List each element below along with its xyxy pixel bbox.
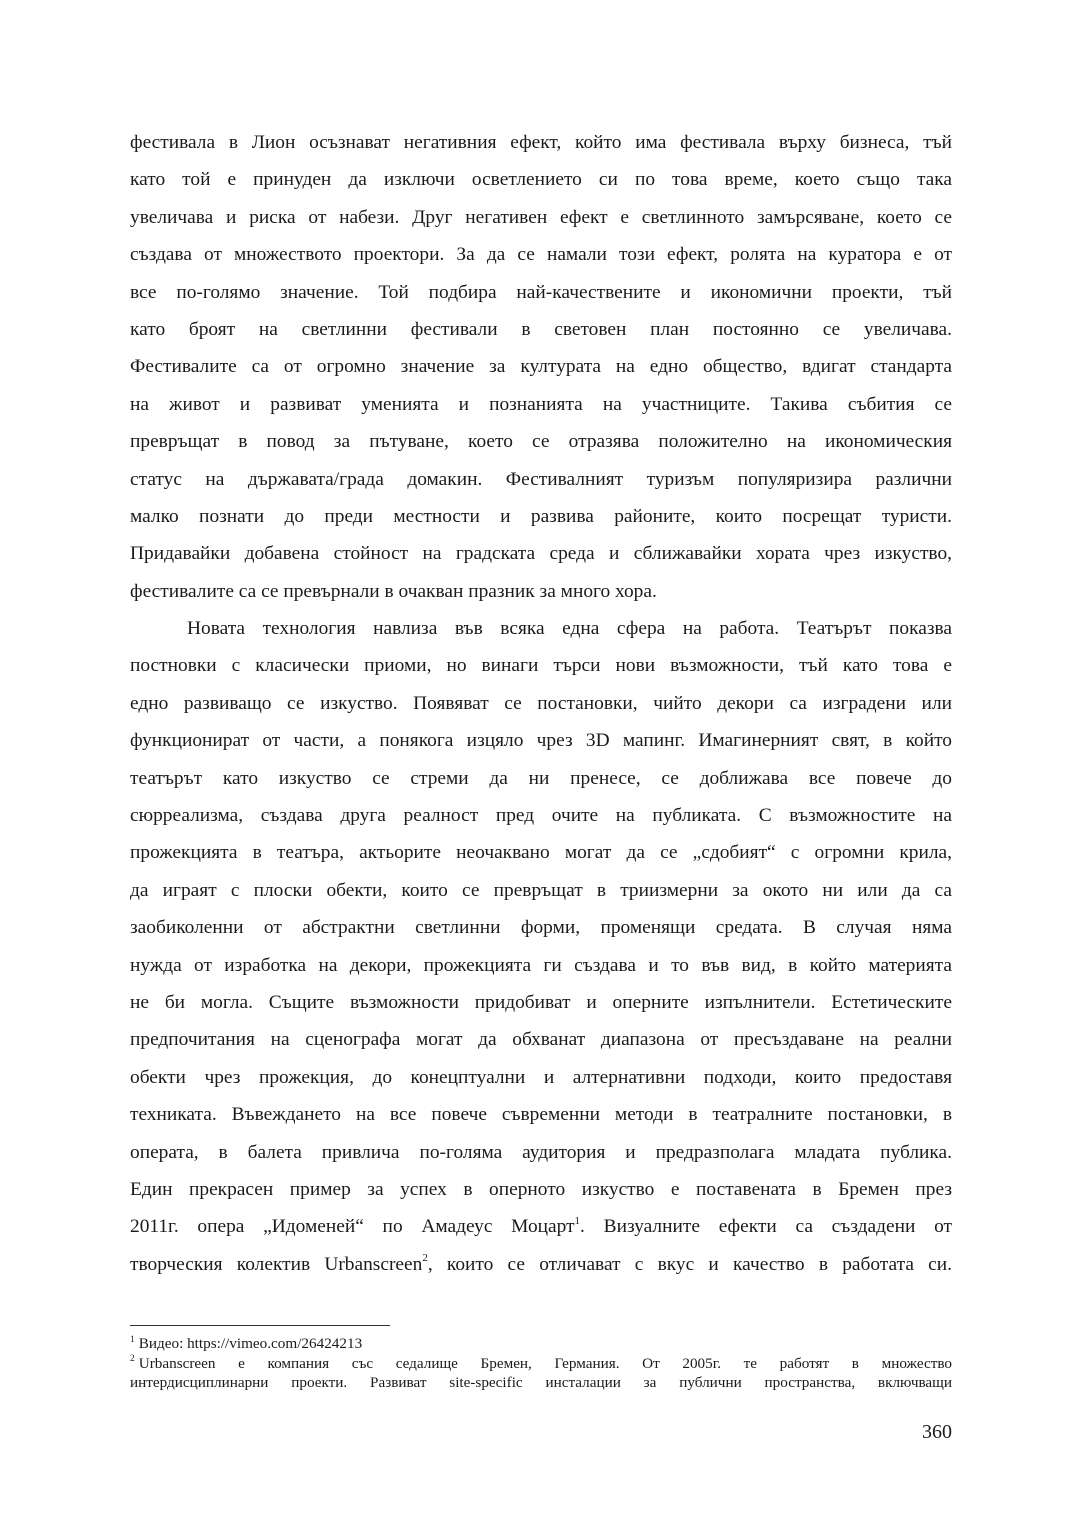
footnote-2 (130, 1354, 952, 1374)
text-line: обекти чрез прожекция, до конецптуални и алтернативни подходи, които предоставя (130, 1066, 952, 1088)
text-line: като той е принуден да изключи осветлението си по това време, което също така (130, 169, 952, 191)
text-fragment: , които се отличават с вкус и качество в работата си. (427, 1253, 952, 1275)
footnotes (130, 1334, 952, 1393)
text-line: създава от множеството проектори. За да се намали този ефект, ролята на куратора е от (130, 244, 952, 266)
text-line: Придавайки добавена стойност на градската среда и сближавайки хората чрез изкуство, (130, 543, 952, 565)
text-line-with-footnote-ref (130, 1208, 952, 1245)
text-fragment: творческия колектив Urbanscreen (130, 1253, 423, 1275)
text-line: сюрреализма, създава друга реалност пред очите на публиката. С възможностите на (130, 805, 952, 827)
text-line: да играят с плоски обекти, които се превръщат в триизмерни за окото ни или да са (130, 879, 952, 901)
text-line: статус на държавата/града домакин. Фестивалният туризъм популяризира различни (130, 468, 952, 490)
text-line: фестивала в Лион осъзнават негативния ефект, който има фестивала върху бизнеса, тъй (130, 132, 952, 153)
footnote-reference[interactable]: 2 (422, 1252, 428, 1265)
footnote-number: 1 (130, 1334, 135, 1345)
body-text (130, 124, 952, 1283)
text-line: нужда от изработка на декори, прожекцията ги създава и то във вид, в който материята (130, 954, 952, 976)
text-line-with-footnote-ref (130, 1246, 952, 1283)
footnote-text: Urbanscreen е компания със седалище Бремен, Германия. От 2005г. те работят в множество (138, 1354, 952, 1372)
footnote-reference[interactable]: 1 (574, 1214, 581, 1227)
text-line: функционират от части, а понякога изцяло чрез 3D мапинг. Имагинерният свят, в който (130, 730, 952, 752)
text-line: като броят на светлинни фестивали в световен план постоянно се увеличава. (130, 318, 952, 340)
footnote-number: 2 (130, 1354, 135, 1365)
text-line: увеличава и риска от набези. Друг негативен ефект е светлинното замърсяване, което се (130, 206, 952, 228)
page-number: 360 (922, 1421, 952, 1443)
text-line: фестивалите са се превърнали в очакван празник за много хора. (130, 580, 657, 602)
text-line: все по-голямо значение. Той подбира най-качествените и икономични проекти, тъй (130, 281, 952, 303)
text-line: предпочитания на сценографа могат да обхванат диапазона от пресъздаване на реални (130, 1029, 952, 1051)
text-line: техниката. Въвеждането на все повече съвременни методи в театралните постановки, в (130, 1104, 952, 1126)
footnote-text: Видео: https://vimeo.com/26424213 (138, 1335, 363, 1352)
text-line: Новата технология навлиза във всяка една сфера на работа. Театърът показва (187, 618, 952, 640)
text-line: едно развиващо се изкуство. Появяват се постановки, чийто декори са изградени или (130, 692, 952, 714)
text-line: Един прекрасен пример за успех в оперното изкуство е поставената в Бремен през (130, 1178, 952, 1200)
footnote-separator (130, 1325, 390, 1326)
text-line: малко познати до преди местности и развива районите, които посрещат туристи. (130, 505, 952, 527)
text-line: постновки с класически приоми, но винаги търси нови възможности, тъй като това е (130, 655, 952, 677)
text-line: заобиколенни от абстрактни светлинни форми, променящи средата. В случая няма (130, 917, 952, 939)
text-fragment: 2011г. опера „Идоменей“ по Амадеус Моцарт (130, 1216, 575, 1238)
text-line: операта, в балета привлича по-голяма аудитория и предразполага младата публика. (130, 1141, 952, 1163)
text-line: на живот и развиват уменията и познанията на участниците. Такива събития се (130, 393, 952, 415)
text-line: превръщат в повод за пътуване, което се отразява положително на икономическия (130, 431, 952, 453)
text-fragment: . Визуалните ефекти са създадени от (580, 1216, 952, 1238)
text-line: театърът като изкуство се стреми да ни пренесе, се доближава все повече до (130, 767, 952, 789)
text-line: Фестивалите са от огромно значение за културата на едно общество, вдигат стандарта (130, 356, 952, 378)
text-line: не би могла. Същите възможности придобиват и оперните изпълнители. Естетическите (130, 991, 952, 1013)
text-line: прожекцията в театъра, актьорите неочаквано могат да се „сдобият“ с огромни крила, (130, 842, 952, 864)
footnote-1 (130, 1334, 952, 1354)
footnote-2-continuation: интердисциплинарни проекти. Развиват site-specific инсталации за публични пространства, включващи (130, 1374, 952, 1391)
